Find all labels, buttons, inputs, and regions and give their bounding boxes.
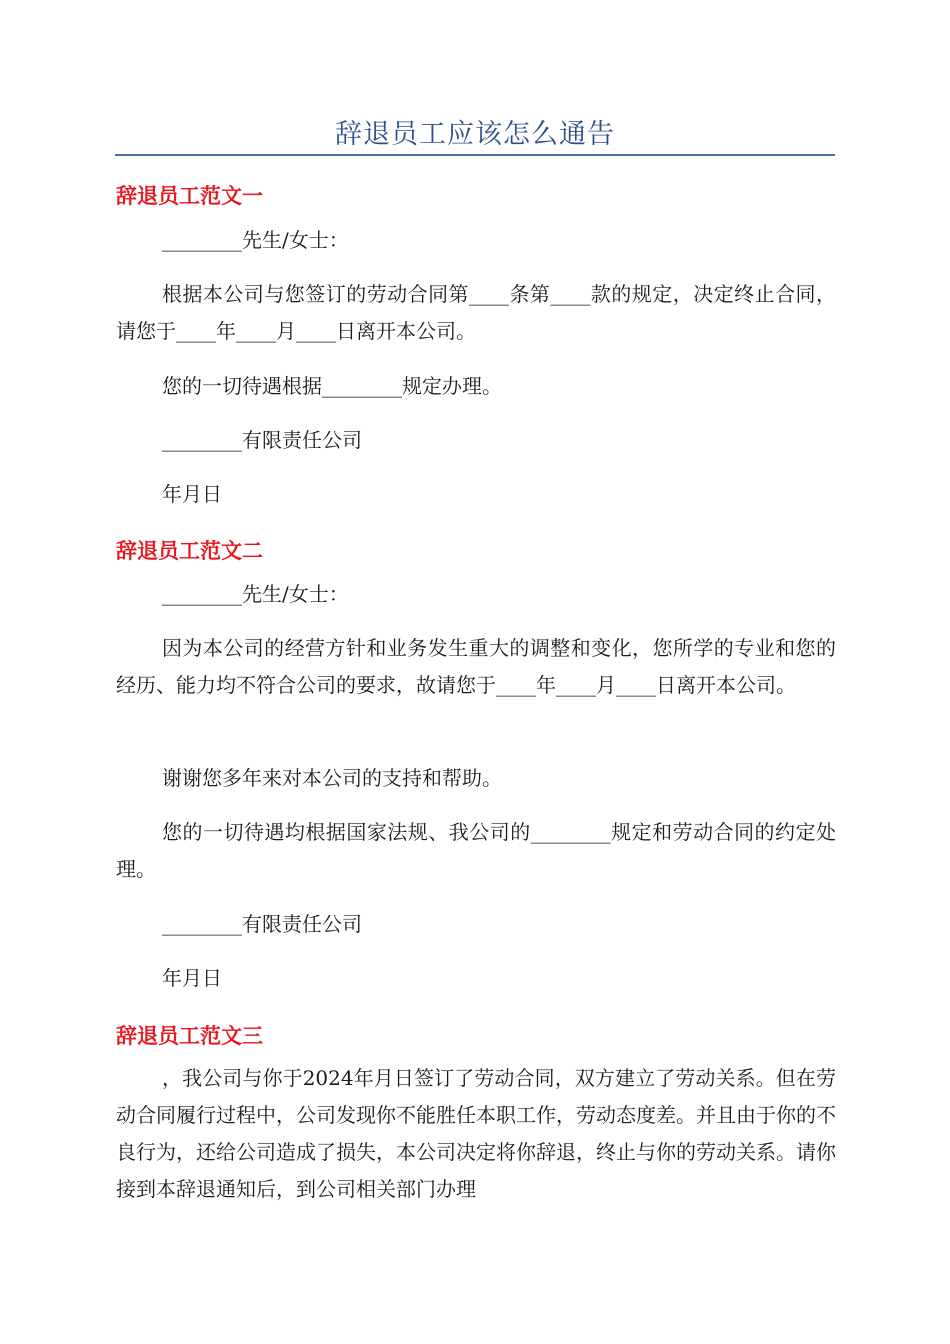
body-paragraph: 您的一切待遇均根据国家法规、我公司的________规定和劳动合同的约定处理。: [116, 820, 836, 881]
section-heading-2: 辞退员工范文二: [116, 539, 263, 563]
body-paragraph: 因为本公司的经营方针和业务发生重大的调整和变化，您所学的专业和您的经历、能力均不符合公司的要求，故请您于____年____月____日离开本公司。: [116, 636, 836, 697]
salutation: ________先生/女士：: [162, 582, 349, 606]
body-paragraph: ，我公司与你于2024年月日签订了劳动合同，双方建立了劳动关系。但在劳动合同履行过程中，公司发现你不能胜任本职工作，劳动态度差。并且由于你的不良行为，还给公司造成了损失，本公司决定将你辞退，终止与你的劳动关系。请你接到本辞退通知后，到公司相关部门办理: [116, 1066, 836, 1201]
company-signature: ________有限责任公司: [162, 428, 362, 452]
date-line: 年月日: [162, 966, 222, 990]
section-heading-3: 辞退员工范文三: [116, 1024, 263, 1048]
body-paragraph: 谢谢您多年来对本公司的支持和帮助。: [162, 766, 502, 790]
date-line: 年月日: [162, 482, 222, 506]
document-title: 辞退员工应该怎么通告: [335, 119, 615, 150]
body-paragraph: 根据本公司与您签订的劳动合同第____条第____款的规定，决定终止合同，请您于____年____月____日离开本公司。: [116, 282, 836, 343]
title-divider: [115, 154, 835, 156]
body-paragraph: 您的一切待遇根据________规定办理。: [162, 374, 502, 398]
company-signature: ________有限责任公司: [162, 912, 362, 936]
section-heading-1: 辞退员工范文一: [116, 184, 263, 208]
salutation: ________先生/女士：: [162, 228, 349, 252]
